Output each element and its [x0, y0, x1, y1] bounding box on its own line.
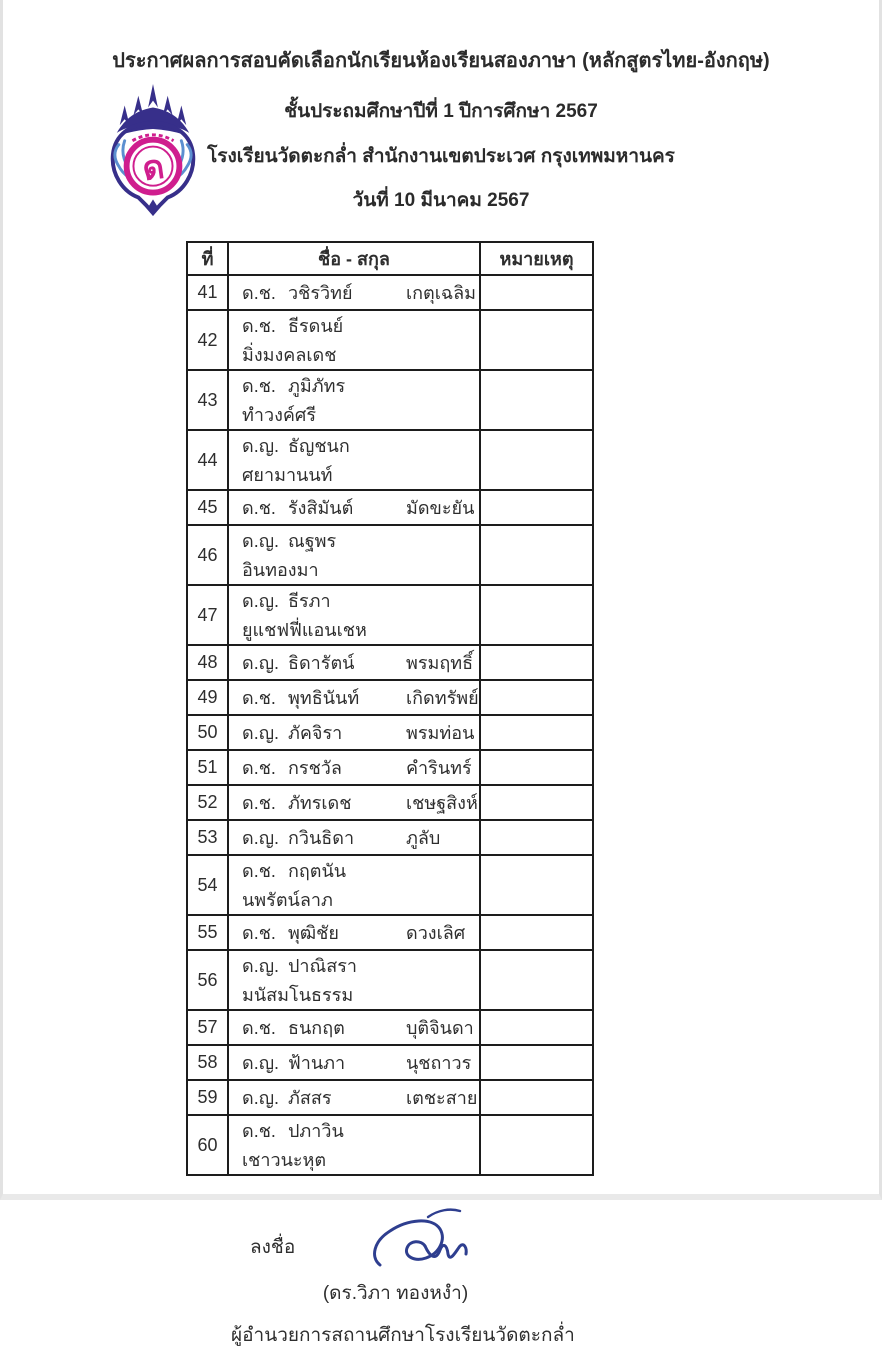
student-first-name: ฟ้านภา: [288, 1053, 346, 1073]
crest-crown: [117, 84, 189, 135]
table-row: [187, 715, 593, 750]
student-prefix: ด.ญ.: [242, 723, 280, 743]
student-last-name: อินทองมา: [242, 560, 319, 580]
table-row: [187, 275, 593, 310]
student-first-name: วชิรวิทย์: [288, 283, 353, 303]
table-row: [187, 680, 593, 715]
school-crest-logo: [99, 84, 207, 216]
student-last-name: บุติจินดา: [406, 1018, 474, 1038]
student-first-name: ภัคจิรา: [288, 723, 343, 743]
student-prefix: ด.ช.: [242, 688, 276, 708]
student-last-name: ภูลับ: [406, 828, 441, 848]
remark-cell: [480, 585, 593, 645]
student-last-name: คำรินทร์: [406, 758, 472, 778]
row-number-cell: 53: [187, 820, 228, 855]
student-name-cell: [228, 855, 480, 915]
student-first-name: ณฐพร: [288, 531, 337, 551]
crest-tassel: [148, 199, 158, 216]
student-prefix: ด.ช.: [242, 923, 276, 943]
table-row: [187, 1115, 593, 1175]
student-last-name: เชาวนะหุต: [242, 1150, 327, 1170]
row-number-cell: 59: [187, 1080, 228, 1115]
header-number: ที่: [187, 242, 228, 275]
row-number-cell: 58: [187, 1045, 228, 1080]
table-row: [187, 750, 593, 785]
student-first-name: ธีรภา: [288, 591, 331, 611]
remark-cell: [480, 715, 593, 750]
student-first-name: ภัทรเดช: [288, 793, 352, 813]
title-line-2: ชั้นประถมศึกษาปีที่ 1 ปีการศึกษา 2567: [284, 101, 598, 122]
student-prefix: ด.ญ.: [242, 591, 280, 611]
student-first-name: กรชวัล: [288, 758, 342, 778]
remark-cell: [480, 275, 593, 310]
row-number-cell: 54: [187, 855, 228, 915]
student-name-cell: [228, 430, 480, 490]
row-number-cell: 42: [187, 310, 228, 370]
student-last-name: เกิดทรัพย์: [406, 688, 479, 708]
signer-name: (ดร.วิภา ทองหงำ): [322, 1283, 469, 1304]
table-row: [187, 430, 593, 490]
student-name-cell: [228, 1045, 480, 1080]
student-first-name: ธนกฤต: [288, 1018, 345, 1038]
student-last-name: เชษฐสิงห์: [406, 793, 478, 813]
remark-cell: [480, 785, 593, 820]
student-first-name: ปาณิสรา: [288, 956, 357, 976]
row-number-cell: 48: [187, 645, 228, 680]
row-number-cell: 55: [187, 915, 228, 950]
remark-cell: [480, 1115, 593, 1175]
header-remark: หมายเหตุ: [480, 242, 593, 275]
row-number-cell: 47: [187, 585, 228, 645]
student-name-cell: [228, 525, 480, 585]
crest-center-glyph: ด: [140, 148, 167, 189]
remark-cell: [480, 950, 593, 1010]
remark-cell: [480, 820, 593, 855]
signature-row: [250, 1204, 879, 1276]
student-roster-table: [186, 241, 594, 1176]
table-row: [187, 645, 593, 680]
row-number-cell: 43: [187, 370, 228, 430]
student-name-cell: [228, 750, 480, 785]
student-prefix: ด.ญ.: [242, 956, 280, 976]
student-last-name: เกตุเฉลิม: [406, 283, 477, 303]
student-last-name: พรมฤทธิ์: [406, 653, 474, 673]
row-number-cell: 56: [187, 950, 228, 1010]
student-name-cell: [228, 310, 480, 370]
table-row: [187, 525, 593, 585]
remark-cell: [480, 525, 593, 585]
remark-cell: [480, 680, 593, 715]
student-prefix: ด.ญ.: [242, 828, 280, 848]
student-prefix: ด.ช.: [242, 498, 276, 518]
student-last-name: นพรัตน์ลาภ: [242, 890, 333, 910]
student-prefix: ด.ญ.: [242, 1088, 280, 1108]
table-row: [187, 950, 593, 1010]
row-number-cell: 41: [187, 275, 228, 310]
remark-cell: [480, 370, 593, 430]
table-row: [187, 310, 593, 370]
student-prefix: ด.ญ.: [242, 1053, 280, 1073]
header-name: ชื่อ - สกุล: [228, 242, 480, 275]
remark-cell: [480, 1080, 593, 1115]
student-prefix: ด.ช.: [242, 316, 276, 336]
student-name-cell: [228, 645, 480, 680]
signer-title: ผู้อำนวยการสถานศึกษาโรงเรียนวัดตะกล่ำ: [231, 1325, 575, 1346]
table-row: [187, 585, 593, 645]
student-name-cell: [228, 585, 480, 645]
table-header-row: [187, 242, 593, 275]
table-row: [187, 1010, 593, 1045]
student-name-cell: [228, 1115, 480, 1175]
student-prefix: ด.ช.: [242, 1121, 276, 1141]
table-row: [187, 370, 593, 430]
student-last-name: พรมท่อน: [406, 723, 475, 743]
row-number-cell: 44: [187, 430, 228, 490]
title-line-1: ประกาศผลการสอบคัดเลือกนักเรียนห้องเรียนสองภาษา (หลักสูตรไทย-อังกฤษ): [112, 50, 770, 72]
student-first-name: รังสิมันต์: [288, 498, 354, 518]
student-prefix: ด.ช.: [242, 376, 276, 396]
student-name-cell: [228, 680, 480, 715]
row-number-cell: 52: [187, 785, 228, 820]
row-number-cell: 46: [187, 525, 228, 585]
table-row: [187, 1045, 593, 1080]
row-number-cell: 49: [187, 680, 228, 715]
title-line-4: วันที่ 10 มีนาคม 2567: [352, 190, 530, 211]
remark-cell: [480, 855, 593, 915]
student-last-name: นุชถาวร: [406, 1053, 472, 1073]
remark-cell: [480, 645, 593, 680]
student-name-cell: [228, 490, 480, 525]
remark-cell: [480, 310, 593, 370]
student-last-name: ทำวงค์ศรี: [242, 405, 317, 425]
table-row: [187, 490, 593, 525]
table-row: [187, 915, 593, 950]
remark-cell: [480, 430, 593, 490]
student-name-cell: [228, 820, 480, 855]
row-number-cell: 60: [187, 1115, 228, 1175]
student-prefix: ด.ช.: [242, 1018, 276, 1038]
remark-cell: [480, 490, 593, 525]
table-row: [187, 855, 593, 915]
table-row: [187, 785, 593, 820]
student-prefix: ด.ญ.: [242, 653, 280, 673]
student-name-cell: [228, 785, 480, 820]
student-prefix: ด.ช.: [242, 283, 276, 303]
student-name-cell: [228, 370, 480, 430]
title-line-3: โรงเรียนวัดตะกล่ำ สำนักงานเขตประเวศ กรุงเทพมหานคร: [207, 146, 675, 167]
student-last-name: ดวงเลิศ: [406, 923, 466, 943]
student-prefix: ด.ญ.: [242, 436, 280, 456]
row-number-cell: 57: [187, 1010, 228, 1045]
row-number-cell: 45: [187, 490, 228, 525]
table-row: [187, 1080, 593, 1115]
student-name-cell: [228, 275, 480, 310]
student-first-name: ธัญชนก: [288, 436, 350, 456]
student-first-name: ภัสสร: [288, 1088, 332, 1108]
student-last-name: มัดขะยัน: [406, 498, 475, 518]
student-first-name: กวินธิดา: [288, 828, 355, 848]
row-number-cell: 50: [187, 715, 228, 750]
student-first-name: ภูมิภัทร: [288, 376, 346, 396]
student-prefix: ด.ช.: [242, 793, 276, 813]
row-number-cell: 51: [187, 750, 228, 785]
student-prefix: ด.ช.: [242, 861, 276, 881]
student-name-cell: [228, 1080, 480, 1115]
student-name-cell: [228, 1010, 480, 1045]
student-last-name: เตชะสาย: [406, 1088, 478, 1108]
student-first-name: ธีรดนย์: [288, 316, 344, 336]
student-prefix: ด.ช.: [242, 758, 276, 778]
student-first-name: กฤตนัน: [288, 861, 347, 881]
student-last-name: มิ่งมงคลเดช: [242, 345, 337, 365]
sign-label: ลงชื่อ: [250, 1237, 296, 1258]
remark-cell: [480, 915, 593, 950]
student-first-name: พุฒิชัย: [288, 923, 339, 943]
student-name-cell: [228, 915, 480, 950]
table-row: [187, 820, 593, 855]
student-first-name: ปภาวิน: [288, 1121, 344, 1141]
remark-cell: [480, 750, 593, 785]
student-last-name: ศยามานนท์: [242, 465, 333, 485]
student-prefix: ด.ญ.: [242, 531, 280, 551]
student-name-cell: [228, 950, 480, 1010]
student-last-name: มนัสมโนธรรม: [242, 985, 354, 1005]
remark-cell: [480, 1045, 593, 1080]
student-first-name: ธิดารัตน์: [288, 653, 355, 673]
student-first-name: พุทธินันท์: [288, 688, 360, 708]
student-name-cell: [228, 715, 480, 750]
signature-handwriting: [350, 1204, 490, 1276]
student-last-name: ยูแชฟฟี่แอนเชห: [242, 620, 367, 640]
remark-cell: [480, 1010, 593, 1045]
